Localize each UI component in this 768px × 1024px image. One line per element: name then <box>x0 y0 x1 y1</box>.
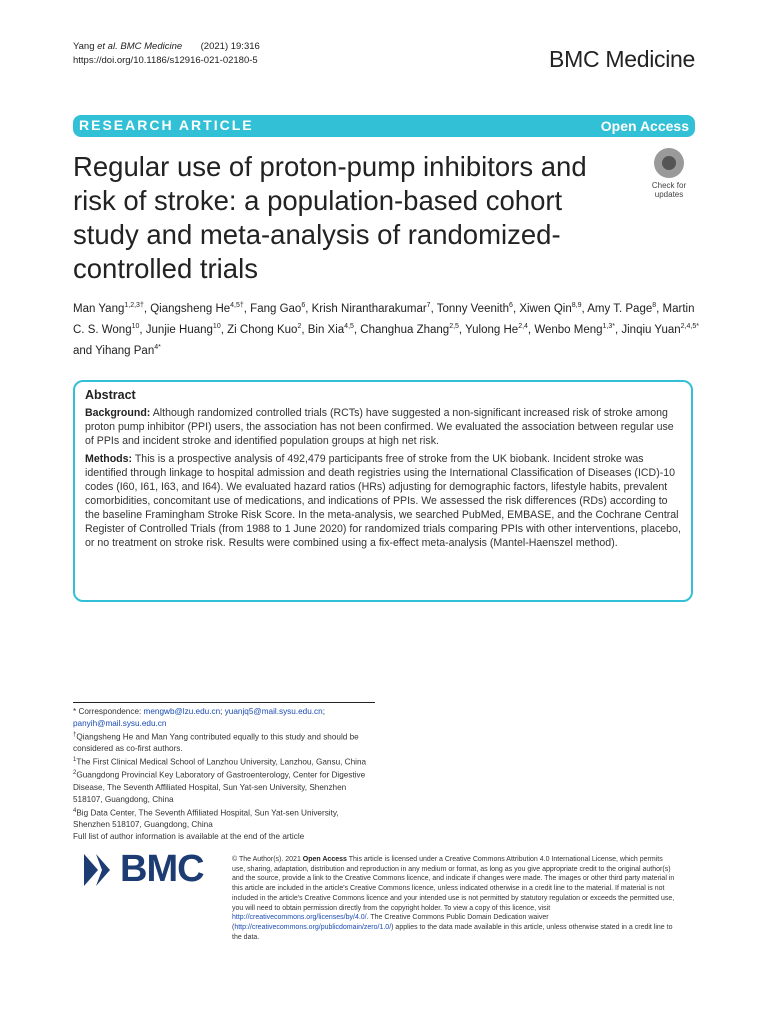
author-separator: , <box>220 323 228 336</box>
author-name: Qiangsheng He <box>150 302 231 315</box>
author-separator: , <box>305 302 312 315</box>
author-separator: , <box>512 302 520 315</box>
bmc-logo <box>84 850 214 890</box>
author-affiliation-marker: 2,4,5* <box>680 322 699 330</box>
email-link[interactable]: panyih@mail.sysu.edu.cn <box>73 718 167 728</box>
article-title: Regular use of proton-pump inhibitors and risk of stroke: a population-based cohort study and meta-analysis of randomized-controlled trials <box>73 151 587 284</box>
full-author-info-note: Full list of author information is available at the end of the article <box>73 831 305 841</box>
author-separator: and <box>73 344 96 357</box>
author-affiliation-marker: 2,4 <box>518 322 528 330</box>
abstract-background: Background: Although randomized controlled trials (RCTs) have suggested a non-significant increased risk of stroke among proton pump inhibitor (PPI) users, the association has not been confirmed. We evaluated the association between regular use of PPIs and incident stroke and identified population groups at high net risk. <box>85 407 674 447</box>
affiliation-2: $^2$Guangdong Provincial Key Laboratory of Gastroenterology, Center for Digestive Disease, The Seventh Affiliated Hospital, Sun Yat-sen University, Shenzhen 518107, Guangdong, China <box>73 770 366 804</box>
author-separator: , <box>581 302 588 315</box>
author-name: Fang Gao <box>250 302 302 315</box>
author-affiliation-marker: 1,2,3† <box>124 302 144 309</box>
author-affiliation-marker: 8,9 <box>571 302 582 309</box>
author-name: Yihang Pan <box>95 344 155 357</box>
citation-author: Yang <box>73 41 95 52</box>
author-separator: , <box>430 302 437 315</box>
affiliation-1: $^1$The First Clinical Medical School of Lanzhou University, Lanzhou, Gansu, China <box>73 756 367 767</box>
author-affiliation-marker: 4* <box>154 343 161 351</box>
doi-link[interactable]: https://doi.org/10.1186/s12916-021-02180-5 <box>73 55 258 66</box>
email-link[interactable]: yuanjq5@mail.sysu.edu.cn <box>224 707 323 716</box>
citation-line <box>73 40 260 54</box>
author-separator: , <box>458 323 466 336</box>
author-separator: , <box>139 323 146 336</box>
bmc-logo-text: BMC <box>120 848 204 890</box>
author-name: Xiwen Qin <box>519 302 572 315</box>
author-affiliation-marker: 2,5 <box>449 322 459 330</box>
open-access-label: Open Access <box>600 118 689 134</box>
author-name: Zi Chong Kuo <box>227 323 298 336</box>
author-name: Amy T. Page <box>587 302 653 315</box>
license-text: © The Author(s). 2021 Open Access This article is licensed under a Creative Commons Attribution 4.0 International License, which permits use, sharing, adaptation, distribution and reproduction in any medium or format, as long as you give appropriate credit to the original author(s) and the source, provide a link to the Creative Commons licence, and indicate if changes were made. The images or other third party material in this article are included in the article's Creative Commons licence, unless indicated otherwise in a credit line to the material. If material is not included in the article's Creative Commons licence and your intended use is not permitted by statutory regulation or exceeds the permitted use, you will need to obtain permission directly from the copyright holder. To view a copy of this licence, visit http://creativecommons.org/licenses/by/4.0/. The Creative Commons Public Domain Dedication waiver (http://creativecommons.org/publicdomain/zero/1.0/) applies to the data made available in this article, unless otherwise stated in a credit line to the data. <box>232 856 675 941</box>
footnotes <box>73 702 375 843</box>
author-name: Changhua Zhang <box>360 323 450 336</box>
author-name: Junjie Huang <box>145 323 213 336</box>
citation-header <box>73 40 260 68</box>
bmc-arrows-icon <box>84 854 114 886</box>
author-name: Yulong He <box>465 323 519 336</box>
author-separator: , <box>301 323 308 336</box>
author-affiliation-marker: 7 <box>426 302 431 309</box>
author-affiliation-marker: 10 <box>212 322 221 330</box>
correspondence: * Correspondence: mengwb@lzu.edu.cn; yuanjq5@mail.sysu.edu.cn; panyih@mail.sysu.edu.cn <box>73 707 325 728</box>
citation-journal: BMC Medicine <box>117 41 183 52</box>
author-separator: , <box>243 302 251 315</box>
author-affiliation-marker: 1,3* <box>602 322 615 330</box>
author-affiliation-marker: 6 <box>509 302 513 309</box>
author-name: Martin C. S. Wong <box>73 302 695 336</box>
author-name: Wenbo Meng <box>534 323 603 336</box>
equal-contribution-note: †Qiangsheng He and Man Yang contributed equally to this study and should be considered as co-first authors. <box>73 731 359 754</box>
citation-volume: (2021) 19:316 <box>200 41 260 52</box>
license-link[interactable]: http://creativecommons.org/licenses/by/4.0/ <box>232 914 367 922</box>
abstract-box <box>73 380 693 602</box>
author-separator: , <box>656 302 663 315</box>
citation-etal: et al. <box>94 41 118 52</box>
author-name: Bin Xia <box>307 323 345 336</box>
author-separator: , <box>614 323 622 336</box>
author-affiliation-marker: 2 <box>297 322 302 330</box>
check-updates-text: Check for updates <box>651 181 687 199</box>
author-separator: , <box>527 323 535 336</box>
author-affiliation-marker: 4,5 <box>344 322 354 330</box>
abstract-methods: Methods: This is a prospective analysis of 492,479 participants free of stroke from the UK biobank. Incident stroke was identified through linkage to hospital admission and death registries using the International Classification of Diseases (ICD)-10 codes (I60, I61, I63, and I64). We evaluated hazard ratios (HRs) adjusting for demographic factors, lifestyle habits, prevalent comorbidities, concomitant use of medications, and indications of PPIs. We assessed the risk differences (RDs) according to the baseline Framingham Stroke Risk Score. In the meta-analysis, we searched PubMed, EMBASE, and the Cochrane Central Register of Controlled Trials (from 1988 to 1 June 2020) for randomized trials comparing PPIs with other interventions, placebo, or no treatment on stroke risk. Results were combined using a fix-effect meta-analysis (Mantel-Haenszel method). <box>85 453 681 549</box>
author-affiliation-marker: 10 <box>131 322 140 330</box>
check-for-updates-button[interactable] <box>640 148 698 202</box>
author-name: Man Yang <box>73 302 125 315</box>
article-type-ribbon <box>73 115 695 137</box>
author-affiliation-marker: 4,5† <box>230 302 244 309</box>
author-separator: , <box>353 323 361 336</box>
journal-brand: BMC Medicine <box>549 46 695 72</box>
article-type-label: RESEARCH ARTICLE <box>79 117 254 133</box>
affiliation-4: $^4$Big Data Center, The Seventh Affiliated Hospital, Sun Yat-sen University, Shenzhen 518107, Guangdong, China <box>73 807 339 830</box>
author-affiliation-marker: 6 <box>301 302 306 309</box>
author-name: Krish Nirantharakumar <box>311 302 427 315</box>
author-name: Tonny Veenith <box>436 302 510 315</box>
author-list <box>73 297 703 359</box>
email-link[interactable]: mengwb@lzu.edu.cn <box>143 707 221 716</box>
abstract-heading: Abstract <box>85 388 136 402</box>
check-updates-icon <box>654 148 684 178</box>
author-affiliation-marker: 8 <box>652 302 657 309</box>
author-name: Jinqiu Yuan <box>621 323 681 336</box>
author-separator: , <box>143 302 151 315</box>
waiver-link[interactable]: http://creativecommons.org/publicdomain/zero/1.0/ <box>234 923 392 931</box>
